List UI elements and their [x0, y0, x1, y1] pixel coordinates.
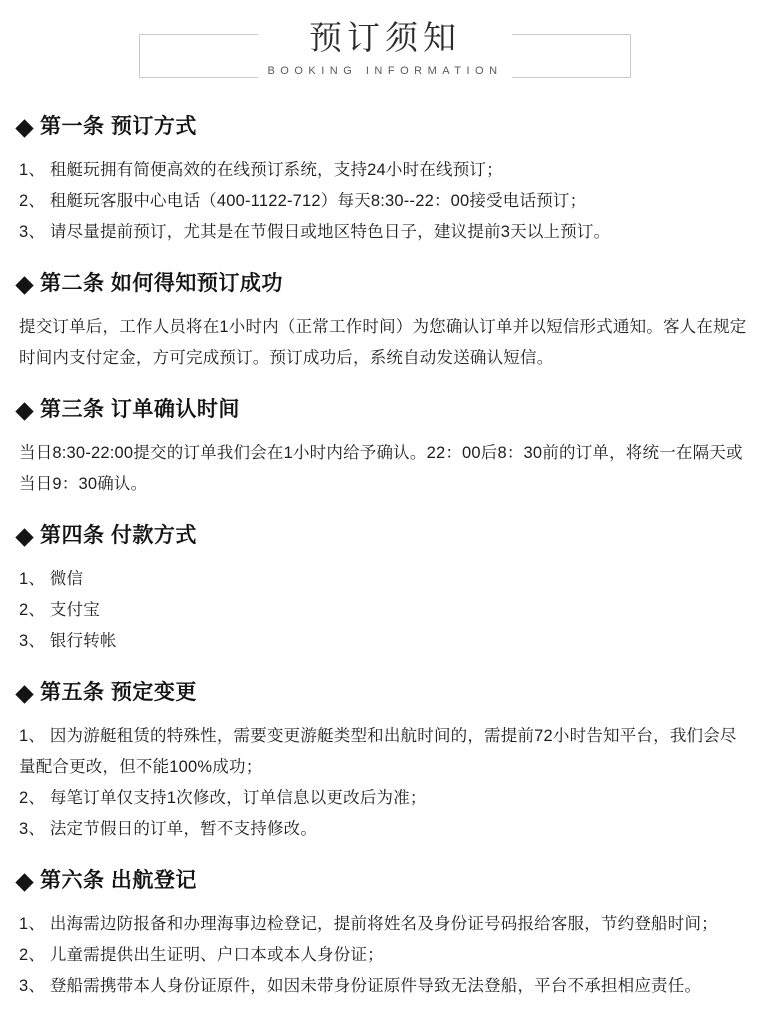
section-heading [18, 113, 752, 141]
list-item: 1、 出海需边防报备和办理海事边检登记，提前将姓名及身份证号码报给客服，节约登船时间； [19, 915, 718, 933]
list-item: 1、 因为游艇租赁的特殊性，需要变更游艇类型和出航时间的，需提前72小时告知平台，我们会尽量配合更改，但不能100%成功； [19, 727, 737, 776]
section-title: 第二条 如何得知预订成功 [40, 272, 283, 295]
section-heading [18, 867, 752, 895]
section-order-confirm-time [18, 396, 752, 500]
list-item: 3、 银行转帐 [19, 632, 117, 650]
section-booking-change [18, 679, 752, 845]
section-list [18, 155, 752, 248]
list-item: 2、 支付宝 [19, 601, 100, 619]
section-departure-registration [18, 867, 752, 1002]
list-item: 3、 请尽量提前预订，尤其是在节假日或地区特色日子，建议提前3天以上预订。 [19, 223, 611, 241]
page-subtitle: BOOKING INFORMATION [267, 65, 503, 77]
section-title: 第一条 预订方式 [40, 115, 197, 138]
section-heading [18, 522, 752, 550]
diamond-icon [15, 873, 33, 891]
diamond-icon [15, 119, 33, 137]
section-title: 第五条 预定变更 [40, 681, 197, 704]
section-title: 第三条 订单确认时间 [40, 398, 240, 421]
list-item: 1、 微信 [19, 570, 84, 588]
section-list [18, 721, 752, 845]
list-item: 2、 儿童需提供出生证明、户口本或本人身份证； [19, 946, 384, 964]
section-list [18, 564, 752, 657]
section-title: 第四条 付款方式 [40, 524, 197, 547]
list-item: 1、 租艇玩拥有简便高效的在线预订系统，支持24小时在线预订； [19, 161, 503, 179]
page-header [16, 0, 754, 81]
diamond-icon [15, 276, 33, 294]
content-body [16, 81, 754, 1002]
header-frame-left-decoration [139, 34, 258, 78]
header-frame-right-decoration [512, 34, 631, 78]
section-paragraph: 当日8:30-22:00提交的订单我们会在1小时内给予确认。22：00后8：30前的订单，将统一在隔天或当日9：30确认。 [19, 444, 743, 493]
page-title: 预订须知 [308, 19, 461, 56]
section-list [18, 909, 752, 1002]
section-booking-confirmation [18, 270, 752, 374]
list-item: 2、 租艇玩客服中心电话（400-1122-712）每天8:30--22：00接受电话预订； [19, 192, 587, 210]
section-heading [18, 270, 752, 298]
section-heading [18, 679, 752, 707]
header-inner [257, 18, 512, 81]
diamond-icon [15, 402, 33, 420]
section-paragraph: 提交订单后，工作人员将在1小时内（正常工作时间）为您确认订单并以短信形式通知。客人在规定时间内支付定金，方可完成预订。预订成功后，系统自动发送确认短信。 [19, 318, 747, 367]
list-item: 2、 每笔订单仅支持1次修改，订单信息以更改后为准； [19, 789, 427, 807]
section-booking-method [18, 113, 752, 248]
diamond-icon [15, 528, 33, 546]
diamond-icon [15, 685, 33, 703]
section-title: 第六条 出航登记 [40, 869, 197, 892]
list-item: 3、 登船需携带本人身份证原件，如因未带身份证原件导致无法登船，平台不承担相应责任。 [19, 977, 702, 995]
section-payment-methods [18, 522, 752, 657]
list-item: 3、 法定节假日的订单，暂不支持修改。 [19, 820, 318, 838]
section-heading [18, 396, 752, 424]
